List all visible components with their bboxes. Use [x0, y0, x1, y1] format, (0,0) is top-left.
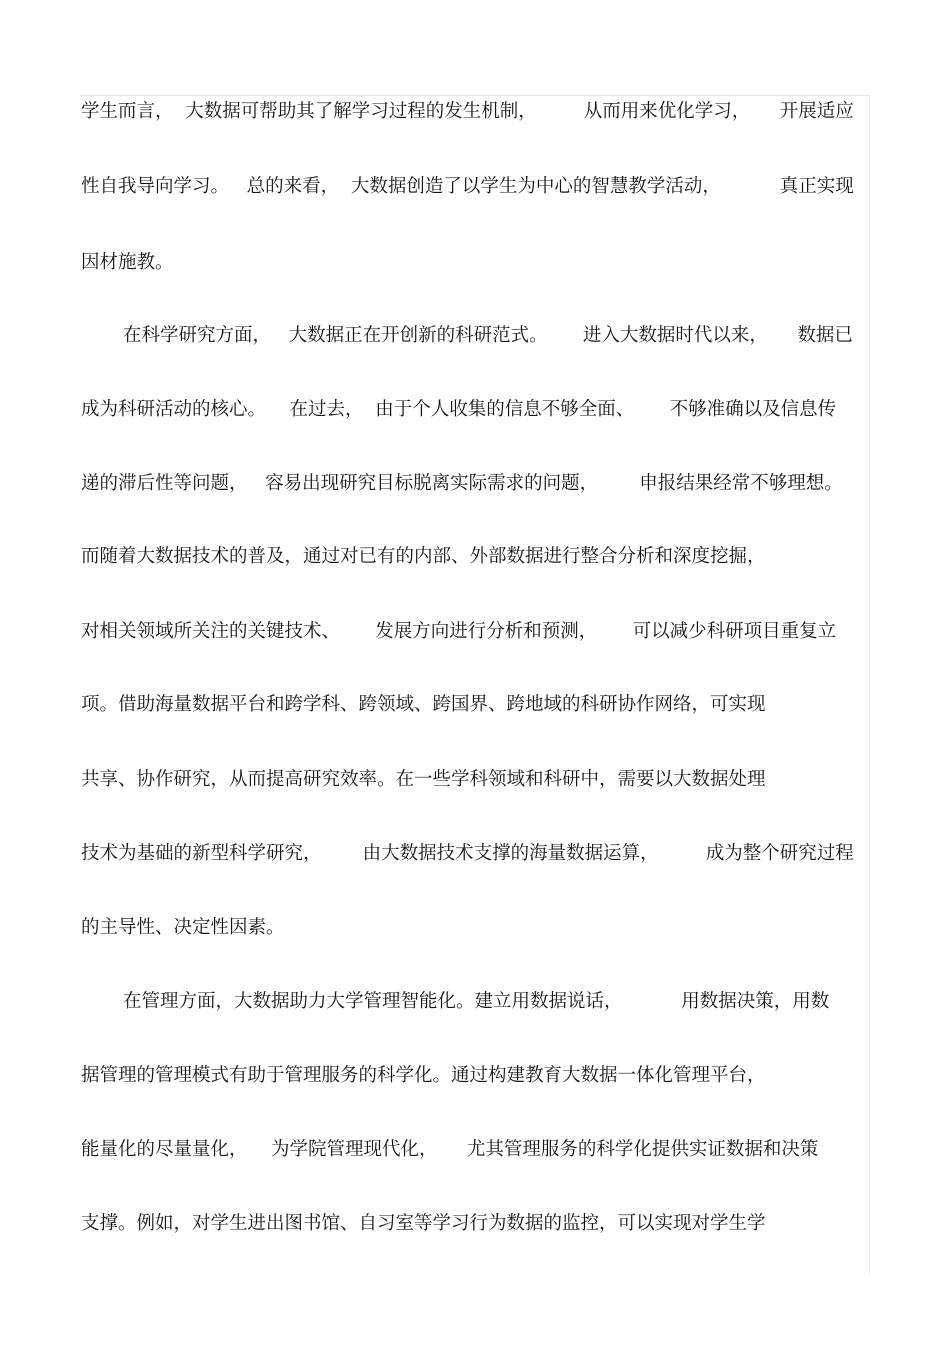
- paragraph-start-line: 在管理方面，大数据助力大学管理智能化。建立用数据说话， 用数据决策，用数: [123, 991, 830, 1012]
- text-line: 对相关领域所关注的关键技术、 发展方向进行分析和预测， 可以减少科研项目重复立: [81, 621, 837, 642]
- text-line: 项。借助海量数据平台和跨学科、跨领域、跨国界、跨地域的科研协作网络，可实现: [81, 694, 766, 715]
- text-line: 成为科研活动的核心。 在过去， 由于个人收集的信息不够全面、 不够准确以及信息传: [81, 399, 837, 420]
- text-line: 递的滞后性等问题， 容易出现研究目标脱离实际需求的问题， 申报结果经常不够理想。: [81, 473, 843, 494]
- text-line: 性自我导向学习。 总的来看， 大数据创造了以学生为中心的智慧教学活动， 真正实现: [81, 176, 854, 197]
- text-line: 能量化的尽量量化， 为学院管理现代化， 尤其管理服务的科学化提供实证数据和决策: [81, 1139, 819, 1160]
- text-line: 学生而言， 大数据可帮助其了解学习过程的发生机制， 从而用来优化学习， 开展适应: [81, 101, 854, 122]
- text-line: 而随着大数据技术的普及，通过对已有的内部、外部数据进行整合分析和深度挖掘，: [81, 546, 766, 567]
- text-line: 因材施教。: [81, 252, 174, 273]
- text-line: 支撑。例如，对学生进出图书馆、自习室等学习行为数据的监控，可以实现对学生学: [81, 1213, 766, 1234]
- page-top-edge: [80, 95, 870, 96]
- paragraph-start-line: 在科学研究方面， 大数据正在开创新的科研范式。 进入大数据时代以来， 数据已: [123, 325, 853, 346]
- text-line: 的主导性、决定性因素。: [81, 917, 285, 938]
- text-line: 技术为基础的新型科学研究， 由大数据技术支撑的海量数据运算， 成为整个研究过程: [81, 843, 854, 864]
- text-line: 共享、协作研究，从而提高研究效率。在一些学科领域和科研中，需要以大数据处理: [81, 769, 766, 790]
- text-line: 据管理的管理模式有助于管理服务的科学化。通过构建教育大数据一体化管理平台，: [81, 1065, 766, 1086]
